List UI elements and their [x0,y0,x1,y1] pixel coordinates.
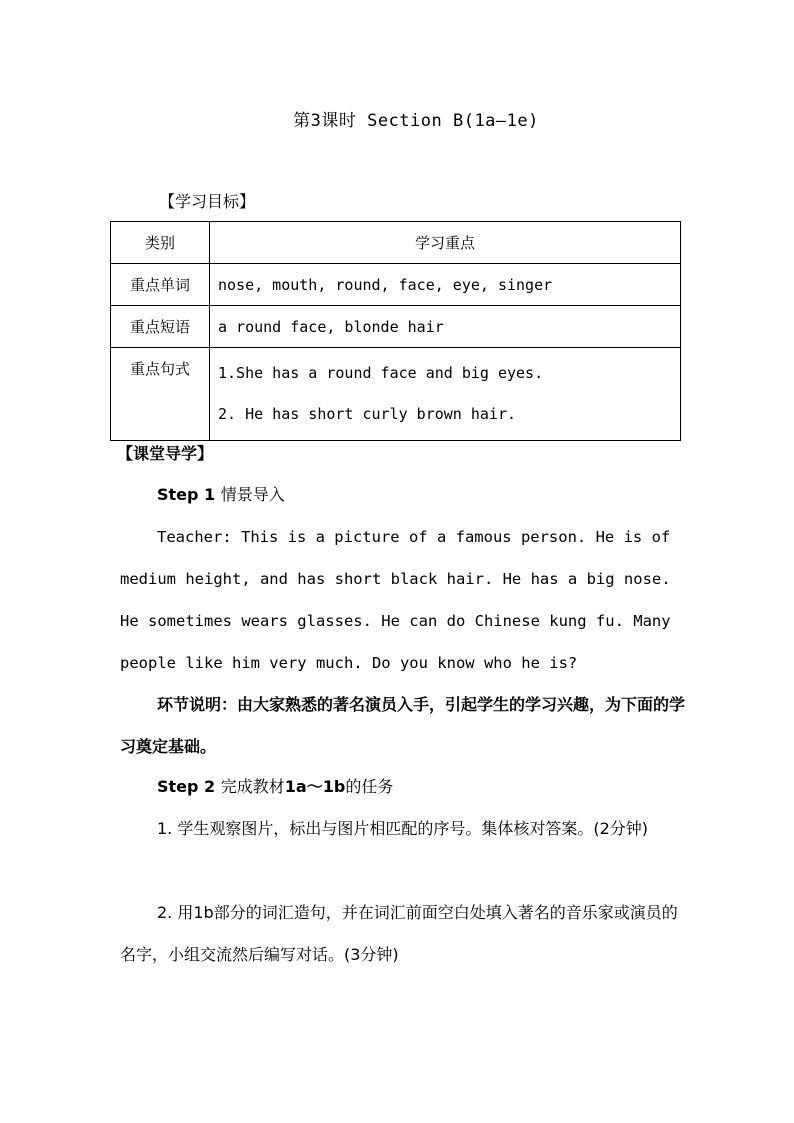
step2-label: Step 2 [157,777,216,796]
sentence-line: 2. He has short curly brown hair. [218,405,517,423]
objectives-table [110,221,681,441]
page-title: 第3课时 Section B(1a—1e) [293,111,539,131]
step2-range: 1a～1b [284,777,346,796]
step1-label: Step 1 [157,485,216,504]
step2-suffix: 的任务 [345,777,394,796]
row-content: nose, mouth, round, face, eye, singer [210,264,681,306]
row-category: 重点短语 [111,306,210,348]
sentence-line: 1.She has a round face and big eyes. [218,364,544,382]
table-row [111,306,681,348]
table-header-row [111,222,681,264]
column-header-category: 类别 [111,222,210,264]
note-paragraph: 环节说明：由大家熟悉的著名演员入手，引起学生的学习兴趣，为下面的学习奠定基础。 [120,695,686,756]
table-row [111,348,681,441]
guide-heading: 【课堂导学】 [117,444,214,463]
row-category: 重点句式 [111,348,210,441]
objectives-heading: 【学习目标】 [159,192,256,211]
step2-title: 完成教材 [220,777,285,796]
step1-title: 情景导入 [220,485,285,504]
task-item-2: 2. 用1b部分的词汇造句，并在词汇前面空白处填入著名的音乐家或演员的名字，小组交流然后编写对话。(3分钟) [120,903,678,964]
column-header-focus: 学习重点 [210,222,681,264]
teacher-paragraph: Teacher: This is a picture of a famous person. He is of medium height, and has short black hair. He has a big nose. He sometimes wears glasses. He can do Chinese kung fu. Many people like him very much. Do you know who he is? [120,528,671,672]
table-row [111,264,681,306]
row-category: 重点单词 [111,264,210,306]
row-content [210,348,681,441]
row-content: a round face, blonde hair [210,306,681,348]
step1-line [157,474,682,516]
task-item-1: 1. 学生观察图片，标出与图片相匹配的序号。集体核对答案。(2分钟) [157,819,649,838]
step2-line [157,766,682,808]
